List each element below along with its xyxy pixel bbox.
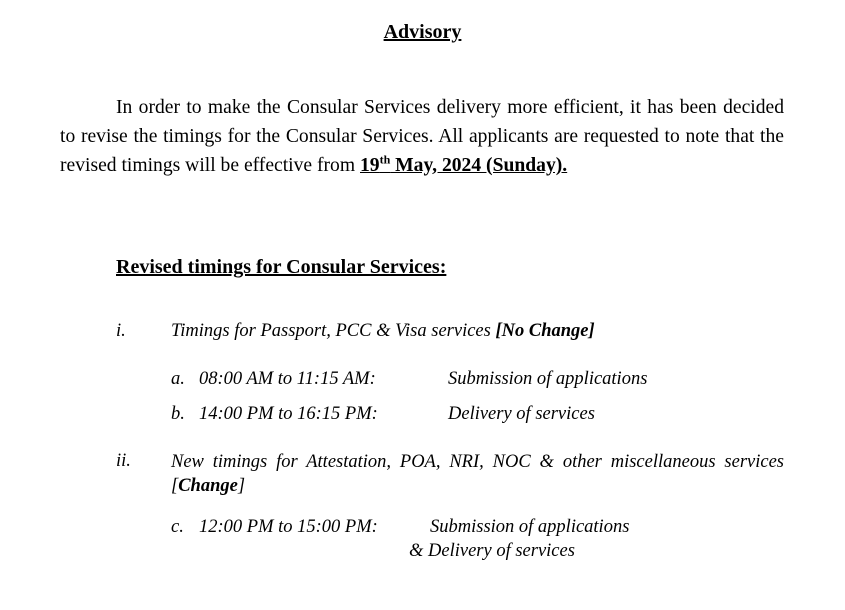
item-c-desc-line1: Submission of applications	[430, 517, 630, 537]
page-title: Advisory	[383, 21, 462, 43]
item-a-letter: a.	[171, 369, 185, 389]
item-a-time: 08:00 AM to 11:15 AM:	[199, 369, 376, 389]
item-c-letter: c.	[171, 517, 184, 537]
item-b-desc: Delivery of services	[448, 404, 595, 424]
date-suffix: th	[379, 152, 391, 167]
section-i-label: Timings for Passport, PCC & Visa services	[171, 321, 496, 341]
section-ii-label: New timings for Attestation, POA, NRI, NOC & other miscellaneous services [	[171, 452, 784, 496]
section-ii-close: ]	[237, 476, 246, 496]
effective-date	[360, 152, 568, 176]
item-c-desc-line2: & Delivery of services	[409, 541, 575, 561]
advisory-paragraph	[60, 93, 784, 180]
section-i-tag: [No Change]	[495, 321, 595, 341]
item-a-desc: Submission of applications	[448, 369, 648, 389]
section-ii-tag: Change	[178, 476, 238, 496]
section-i-text	[171, 321, 595, 342]
item-b-time: 14:00 PM to 16:15 PM:	[199, 404, 378, 424]
section-heading: Revised timings for Consular Services:	[116, 256, 447, 278]
section-ii-numeral: ii.	[116, 451, 131, 471]
item-b-letter: b.	[171, 404, 185, 424]
section-i-numeral: i.	[116, 321, 126, 341]
date-rest: May, 2024 (Sunday).	[390, 155, 568, 176]
paragraph-text: In order to make the Consular Services delivery more efficient, it has been decided to revise the timings for the Consular Services. All applicants are requested to note that the revised timings will be effective from	[60, 97, 784, 176]
section-ii-text	[171, 450, 784, 498]
item-c-time: 12:00 PM to 15:00 PM:	[199, 517, 378, 537]
date-day: 19	[360, 155, 380, 176]
